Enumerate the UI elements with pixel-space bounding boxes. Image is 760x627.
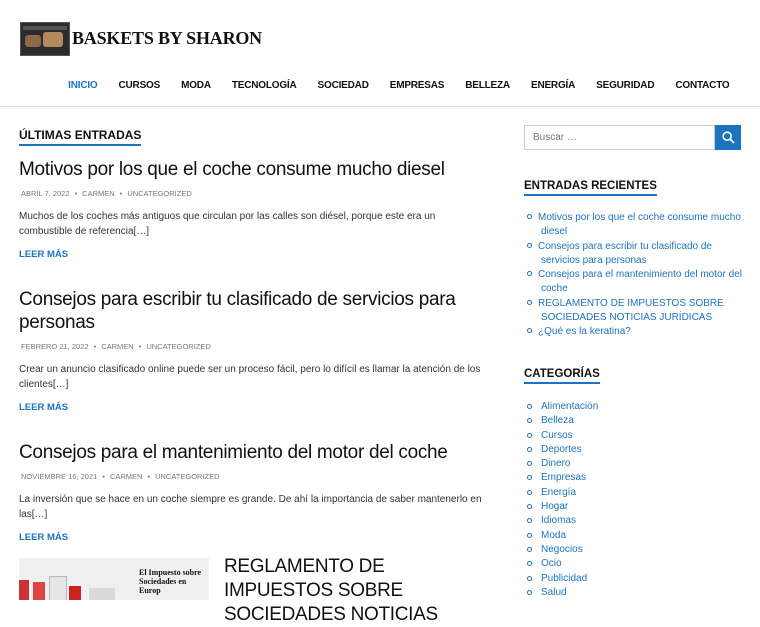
bullet-icon bbox=[527, 433, 532, 438]
recent-post-link[interactable]: REGLAMENTO DE IMPUESTOS SOBRE SOCIEDADES NOTICIAS JURÍDICAS bbox=[527, 297, 751, 326]
post-item bbox=[19, 441, 491, 545]
categories-list bbox=[527, 400, 598, 600]
read-more-link[interactable]: LEER MÁS bbox=[19, 532, 69, 543]
post-meta: FEBRERO 21, 2022 • CARMEN • UNCATEGORIZED bbox=[21, 342, 211, 351]
bullet-icon bbox=[527, 547, 532, 552]
bullet-icon bbox=[527, 447, 532, 452]
nav-item-energia[interactable]: ENERGÍA bbox=[530, 80, 576, 91]
category-link[interactable]: Deportes bbox=[527, 443, 598, 457]
post-title[interactable]: Motivos por los que el coche consume mucho diesel bbox=[19, 159, 445, 180]
nav-item-belleza[interactable]: BELLEZA bbox=[465, 80, 510, 91]
nav-item-moda[interactable]: MODA bbox=[181, 80, 211, 91]
category-link[interactable]: Ocio bbox=[527, 557, 598, 571]
nav-item-tecnologia[interactable]: TECNOLOGÍA bbox=[231, 80, 297, 91]
category-link[interactable]: Idiomas bbox=[527, 514, 598, 528]
site-header bbox=[0, 0, 760, 107]
post-date[interactable]: NOVIEMBRE 16, 2021 bbox=[21, 472, 98, 481]
post-thumbnail[interactable] bbox=[19, 558, 209, 600]
nav-item-seguridad[interactable]: SEGURIDAD bbox=[596, 80, 655, 91]
category-link[interactable]: Empresas bbox=[527, 471, 598, 485]
post-excerpt: Crear un anuncio clasificado online puede ser un proceso fácil, pero lo difícil es llamar la atención de los clientes[…] bbox=[19, 364, 481, 390]
nav-item-sociedad[interactable]: SOCIEDAD bbox=[317, 80, 369, 91]
post-author[interactable]: CARMEN bbox=[109, 472, 143, 481]
bullet-icon bbox=[527, 590, 532, 595]
bullet-icon bbox=[527, 300, 532, 305]
categories-title: CATEGORÍAS bbox=[524, 368, 600, 384]
thumbnail-caption: El Impuesto sobre Sociedades en Europ bbox=[139, 568, 202, 595]
recent-post-link[interactable]: ¿Qué es la keratina? bbox=[527, 325, 751, 339]
category-link[interactable]: Dinero bbox=[527, 457, 598, 471]
post-date[interactable]: FEBRERO 21, 2022 bbox=[21, 342, 89, 351]
bullet-icon bbox=[527, 475, 532, 480]
category-link[interactable]: Salud bbox=[527, 586, 598, 600]
post-item bbox=[19, 158, 491, 262]
nav-item-contacto[interactable]: CONTACTO bbox=[675, 80, 730, 91]
main-content bbox=[19, 126, 491, 543]
post-date[interactable]: ABRIL 7, 2022 bbox=[21, 189, 70, 198]
bullet-icon bbox=[527, 418, 532, 423]
bullet-icon bbox=[527, 490, 532, 495]
read-more-link[interactable]: LEER MÁS bbox=[19, 249, 69, 260]
search-button[interactable] bbox=[715, 125, 741, 150]
post-title[interactable]: Consejos para escribir tu clasificado de servicios para personas bbox=[19, 289, 456, 333]
post-title[interactable]: Consejos para el mantenimiento del motor del coche bbox=[19, 442, 448, 463]
category-link[interactable]: Publicidad bbox=[527, 572, 598, 586]
nav-item-empresas[interactable]: EMPRESAS bbox=[389, 80, 445, 91]
bullet-icon bbox=[527, 533, 532, 538]
section-title: ÚLTIMAS ENTRADAS bbox=[19, 128, 141, 146]
bullet-icon bbox=[527, 243, 532, 248]
site-title[interactable]: BASKETS BY SHARON bbox=[72, 28, 262, 48]
bullet-icon bbox=[527, 518, 532, 523]
bullet-icon bbox=[527, 214, 532, 219]
bullet-icon bbox=[527, 328, 532, 333]
nav-item-inicio[interactable]: INICIO bbox=[68, 80, 98, 91]
recent-posts-title: ENTRADAS RECIENTES bbox=[524, 180, 657, 196]
category-link[interactable]: Belleza bbox=[527, 414, 598, 428]
bullet-icon bbox=[527, 504, 532, 509]
bullet-icon bbox=[527, 271, 532, 276]
post-category[interactable]: UNCATEGORIZED bbox=[155, 472, 220, 481]
recent-post-link[interactable]: Consejos para escribir tu clasificado de servicios para personas bbox=[527, 240, 751, 269]
bullet-icon bbox=[527, 576, 532, 581]
category-link[interactable]: Energía bbox=[527, 486, 598, 500]
category-link[interactable]: Cursos bbox=[527, 429, 598, 443]
post-item bbox=[19, 288, 491, 415]
main-nav bbox=[58, 80, 740, 91]
post-author[interactable]: CARMEN bbox=[101, 342, 134, 351]
category-link[interactable]: Negocios bbox=[527, 543, 598, 557]
post-category[interactable]: UNCATEGORIZED bbox=[146, 342, 211, 351]
category-link[interactable]: Moda bbox=[527, 529, 598, 543]
post-meta: NOVIEMBRE 16, 2021 • CARMEN • UNCATEGORIZED bbox=[21, 472, 220, 481]
read-more-link[interactable]: LEER MÁS bbox=[19, 402, 69, 413]
post-title[interactable]: REGLAMENTO DE IMPUESTOS SOBRE SOCIEDADES NOTICIAS bbox=[224, 556, 438, 625]
category-link[interactable]: Alimentación bbox=[527, 400, 598, 414]
post-meta: ABRIL 7, 2022 • CARMEN • UNCATEGORIZED bbox=[21, 189, 192, 198]
recent-post-link[interactable]: Consejos para el mantenimiento del motor del coche bbox=[527, 268, 751, 297]
search-icon bbox=[722, 131, 735, 144]
bullet-icon bbox=[527, 404, 532, 409]
post-category[interactable]: UNCATEGORIZED bbox=[127, 189, 192, 198]
bullet-icon bbox=[527, 461, 532, 466]
search-input[interactable] bbox=[524, 125, 715, 150]
post-excerpt: Muchos de los coches más antiguos que circulan por las calles son diésel, porque este era un combustible de referencia[…] bbox=[19, 211, 436, 237]
post-author[interactable]: CARMEN bbox=[82, 189, 115, 198]
post-excerpt: La inversión que se hace en un coche siempre es grande. De ahí la importancia de saber mantenerlo en las[…] bbox=[19, 494, 482, 520]
recent-post-link[interactable]: Motivos por los que el coche consume mucho diesel bbox=[527, 211, 751, 240]
category-link[interactable]: Hogar bbox=[527, 500, 598, 514]
bullet-icon bbox=[527, 561, 532, 566]
nav-item-cursos[interactable]: CURSOS bbox=[118, 80, 161, 91]
recent-posts-list bbox=[527, 211, 751, 340]
site-logo[interactable] bbox=[20, 22, 70, 56]
